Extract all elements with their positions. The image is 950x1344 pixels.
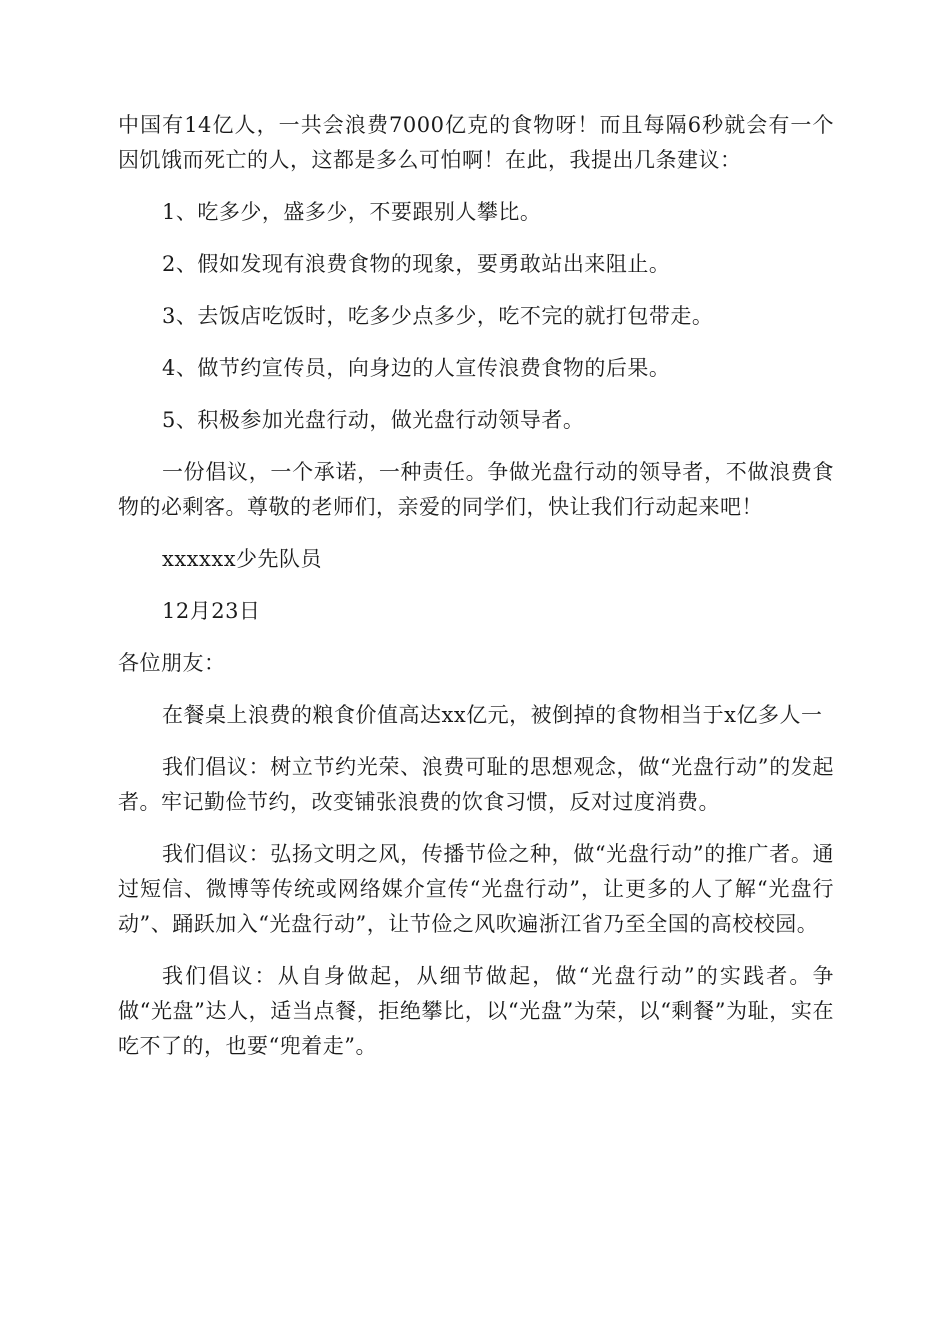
date: 12月23日 (162, 599, 261, 623)
suggestion-5: 5、积极参加光盘行动，做光盘行动领导者。 (162, 408, 585, 432)
paragraph-waste-fact: 在餐桌上浪费的粮食价值高达xx亿元，被倒掉的食物相当于x亿多人一 (162, 703, 823, 727)
document-body (118, 108, 834, 1081)
salutation: 各位朋友： (118, 651, 226, 675)
proposal-1: 我们倡议：树立节约光荣、浪费可耻的思想观念，做“光盘行动”的发起者。牢记勤俭节约，改变铺张浪费的饮食习惯，反对过度消费。 (118, 755, 834, 814)
paragraph-intro: 中国有14亿人，一共会浪费7000亿克的食物呀！而且每隔6秒就会有一个因饥饿而死亡的人，这都是多么可怕啊！在此，我提出几条建议： (118, 113, 834, 172)
suggestion-2: 2、假如发现有浪费食物的现象，要勇敢站出来阻止。 (162, 252, 671, 276)
proposal-3: 我们倡议：从自身做起，从细节做起，做“光盘行动”的实践者。争做“光盘”达人，适当点餐，拒绝攀比，以“光盘”为荣，以“剩餐”为耻，实在吃不了的，也要“兜着走”。 (118, 964, 834, 1058)
paragraph-call-to-action: 一份倡议，一个承诺，一种责任。争做光盘行动的领导者，不做浪费食物的必剩客。尊敬的老师们，亲爱的同学们，快让我们行动起来吧！ (118, 460, 834, 519)
suggestion-1: 1、吃多少，盛多少，不要跟别人攀比。 (162, 200, 542, 224)
signature: xxxxxx少先队员 (162, 547, 323, 571)
proposal-2: 我们倡议：弘扬文明之风，传播节俭之种，做“光盘行动”的推广者。通过短信、微博等传统或网络媒介宣传“光盘行动”，让更多的人了解“光盘行动”、踊跃加入“光盘行动”，让节俭之风吹遍浙江省乃至全国的高校校园。 (118, 842, 834, 936)
suggestion-4: 4、做节约宣传员，向身边的人宣传浪费食物的后果。 (162, 356, 671, 380)
suggestion-3: 3、去饭店吃饭时，吃多少点多少，吃不完的就打包带走。 (162, 304, 714, 328)
